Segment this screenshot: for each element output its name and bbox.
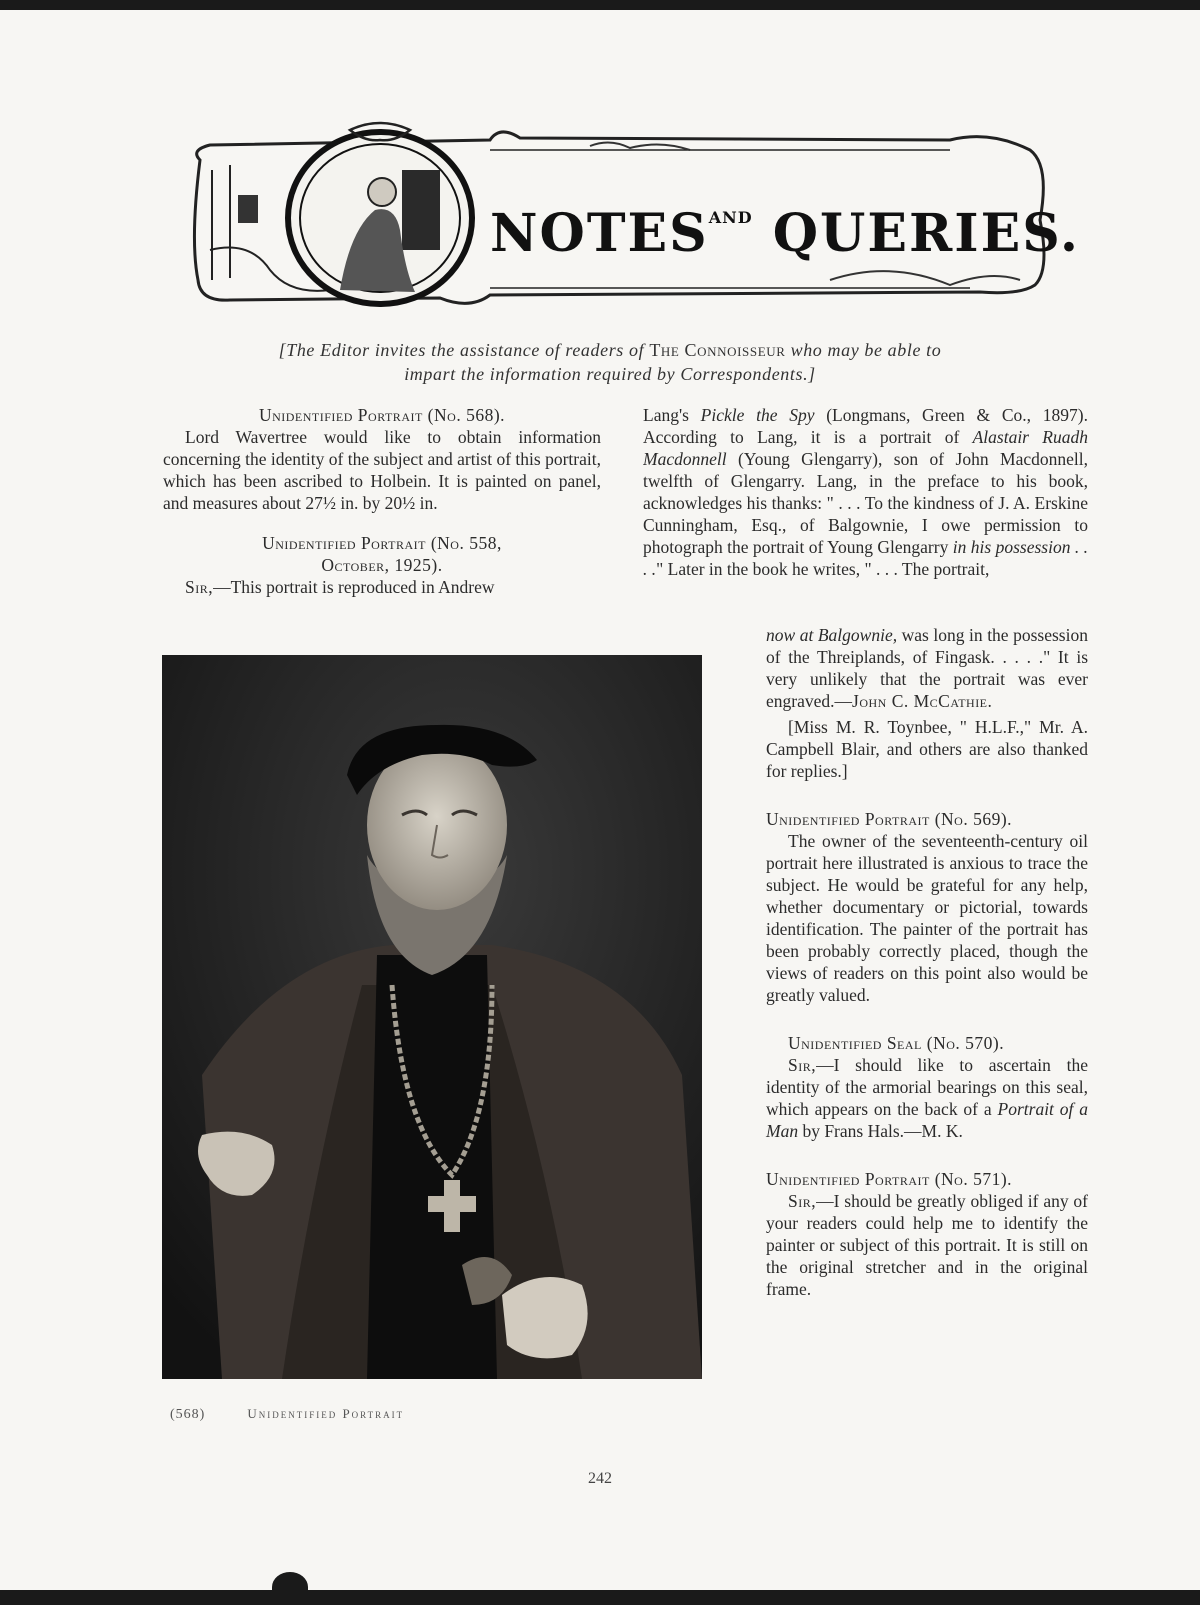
query-558-sir: Sir,: [185, 577, 214, 597]
query-570-sir: Sir,: [788, 1055, 817, 1075]
portrait-illustration: [162, 655, 702, 1379]
query-571-heading: Unidentified Portrait (No. 571).: [766, 1169, 1013, 1189]
right-column-top: [643, 404, 1088, 624]
banner-title-and: AND: [708, 208, 753, 227]
banner-title-notes: NOTES: [490, 203, 709, 264]
banner-title: [490, 188, 1081, 264]
query-558-heading-b: October, 1925).: [321, 555, 443, 575]
thanks-note: [Miss M. R. Toynbee, " H.L.F.," Mr. A. Campbell Blair, and others are also thanked for replies.]: [766, 717, 1088, 781]
magazine-name: The Connoisseur: [649, 340, 786, 360]
bottom-border: [0, 1590, 1200, 1605]
reply-558-continued: now at Balgownie, was long in the possession of the Threiplands, of Fingask. . . . ." It is very unlikely that the portrait was ever engraved.—John C. McCathie.: [766, 625, 1088, 711]
figure-number: (568): [170, 1407, 206, 1422]
editor-note-line1a: [The Editor invites the assistance of readers of: [278, 340, 650, 360]
query-558-body: —This portrait is reproduced in Andrew: [213, 577, 495, 597]
query-570-heading: Unidentified Seal (No. 570).: [788, 1033, 1005, 1053]
reply-558-signature: John C. McCathie.: [852, 691, 993, 711]
query-568-body: Lord Wavertree would like to obtain information concerning the identity of the subject and artist of this portrait, which has been ascribed to Holbein. It is painted on panel, and measures about 27½ in. by 20½ in.: [163, 427, 601, 513]
top-border: [0, 0, 1200, 10]
query-571-sir: Sir,: [788, 1191, 817, 1211]
portrait-image: [162, 655, 702, 1379]
banner-title-queries: QUERIES.: [772, 203, 1081, 264]
editor-note-line2: impart the information required by Correspondents.]: [404, 364, 816, 384]
reply-558-text: Lang's Pickle the Spy (Longmans, Green & Co., 1897). According to Lang, it is a portrait of Alastair Ruadh Macdonnell (Young Glengarry), son of John Macdonnell, twelfth of Glengarry. Lang, in the preface to his book, acknowledges his thanks: " . . . To the kindness of J. A. Erskine Cunningham, Esq., of Balgownie, I owe permission to photograph the portrait of Young Glengarry in his possession . . . ." Later in the book he writes, " . . . The portrait,: [643, 405, 1088, 579]
query-571-body: —I should be greatly obliged if any of your readers could help me to identify the painter or subject of this portrait. It is still on the original stretcher and in the original frame.: [766, 1191, 1088, 1299]
sitter-name: Alastair Ruadh Macdonnell: [643, 427, 1088, 469]
query-569-body: The owner of the seventeenth-century oil portrait here illustrated is anxious to trace the subject. He would be grateful for any help, whether documentary or pictorial, towards identification. The painter of the portrait has been probably correctly placed, though the views of readers on this point also would be greatly valued.: [766, 831, 1088, 1005]
query-569-heading: Unidentified Portrait (No. 569).: [766, 809, 1013, 829]
figure-caption: [170, 1406, 650, 1423]
editor-note: [170, 338, 1050, 386]
query-568-heading: Unidentified Portrait (No. 568).: [258, 405, 506, 425]
book-title: Pickle the Spy: [700, 405, 815, 425]
query-558-heading-a: Unidentified Portrait (No. 558,: [262, 533, 502, 553]
left-column: [163, 404, 601, 598]
editor-note-line1b: who may be able to: [785, 340, 942, 360]
figure-caption-title: Unidentified Portrait: [247, 1406, 405, 1421]
painting-title: Portrait of a Man: [766, 1099, 1088, 1141]
right-column-narrow: now at Balgownie, was long in the possession of the Threiplands, of Fingask. . . . ." It is very unlikely that the portrait was ever engraved.—John C. McCathie. [Miss M. R. Toynbee, " H.L.F.," Mr. A. Campbell Blair, and others are also thanked for replies.] Unidentified Portrait (No. 569). The owner of the seventeenth-century oil portrait here illustrated is anxious to trace the subject. He would be grateful for any help, whether documentary or pictorial, towards identification. The painter of the portrait has been probably correctly placed, though the views of readers on this point also would be greatly valued. Unidentified Seal (No. 570). Sir,—I should like to ascertain the identity of the armorial bearings on this seal, which appears on the back of a Portrait of a Man by Frans Hals.—M. K. Unidentified Portrait (No. 571). Sir,—I should be greatly obliged if any of your readers could help me to identify the painter or subject of this portrait. It is still on the original stretcher and in the original frame.: [766, 625, 1088, 1299]
page-number: 242: [588, 1470, 612, 1487]
